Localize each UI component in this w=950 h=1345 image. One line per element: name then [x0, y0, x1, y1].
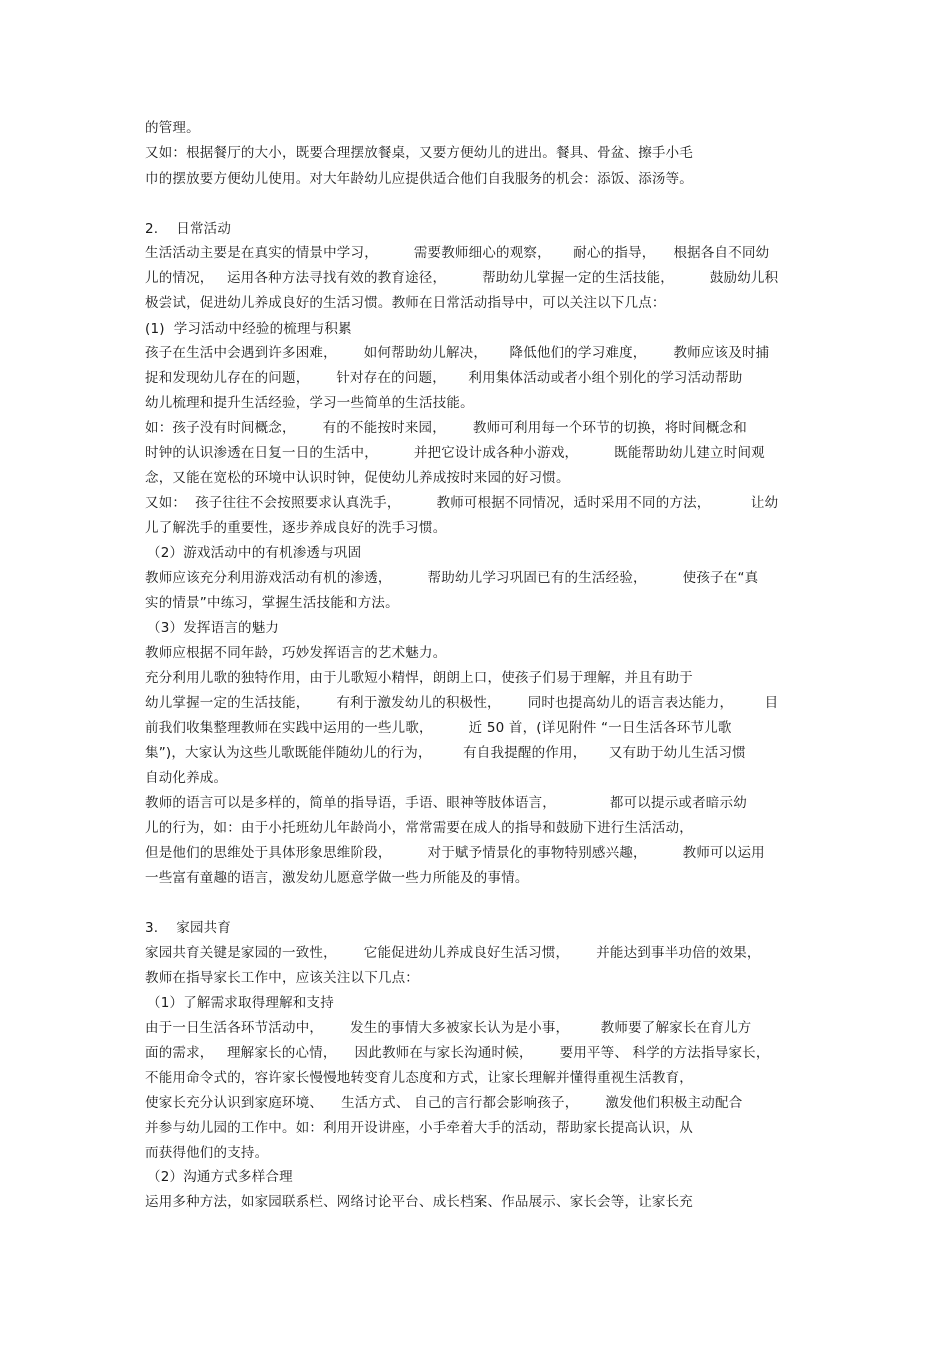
text-line: 时钟的认识渗透在日复一日的生活中， 并把它设计成各种小游戏， 既能帮助幼儿建立时间观 — [145, 445, 765, 461]
text-line: 实的情景”中练习，掌握生活技能和方法。 — [145, 595, 399, 611]
text-line: 生活活动主要是在真实的情景中学习， 需要教师细心的观察， 耐心的指导， 根据各自不同幼 — [145, 245, 770, 261]
section-heading: 3. 家园共育 — [145, 920, 232, 936]
text-line: 并参与幼儿园的工作中。如：利用开设讲座，小手牵着大手的活动，帮助家长提高认识，从 — [145, 1120, 693, 1136]
text-line: 教师的语言可以是多样的，简单的指导语，手语、眼神等肢体语言， 都可以提示或者暗示幼 — [145, 795, 747, 811]
text-line: 捉和发现幼儿存在的问题， 针对存在的问题， 利用集体活动或者小组个别化的学习活动帮助 — [145, 370, 743, 386]
text-line: 又如：根据餐厅的大小，既要合理摆放餐桌，又要方便幼儿的进出。餐具、骨盆、擦手小毛 — [145, 145, 693, 161]
subsection-heading: （3）发挥语言的魅力 — [147, 620, 280, 636]
text-line: 教师应该充分利用游戏活动有机的渗透， 帮助幼儿学习巩固已有的生活经验， 使孩子在“真 — [145, 570, 759, 586]
text-line: 由于一日生活各环节活动中， 发生的事情大多被家长认为是小事， 教师要了解家长在育儿方 — [145, 1020, 752, 1036]
text-line: 自动化养成。 — [145, 770, 228, 786]
subsection-heading: （2）沟通方式多样合理 — [147, 1169, 293, 1185]
text-line: 巾的摆放要方便幼儿使用。对大年龄幼儿应提供适合他们自我服务的机会：添饭、添汤等。 — [145, 171, 693, 187]
text-line: 家园共育关键是家园的一致性， 它能促进幼儿养成良好生活习惯， 并能达到事半功倍的效果， — [145, 945, 761, 961]
text-line: 儿的行为，如：由于小托班幼儿年龄尚小，常常需要在成人的指导和鼓励下进行生活活动， — [145, 820, 693, 836]
text-line: 极尝试，促进幼儿养成良好的生活习惯。教师在日常活动指导中，可以关注以下几点： — [145, 295, 666, 311]
subsection-heading: (1) 学习活动中经验的梳理与积累 — [145, 321, 352, 337]
text-line: 集”)，大家认为这些儿歌既能伴随幼儿的行为， 有自我提醒的作用， 又有助于幼儿生活习惯 — [145, 745, 746, 761]
section-heading: 2. 日常活动 — [145, 221, 232, 237]
text-line: 而获得他们的支持。 — [145, 1145, 269, 1161]
text-line: 使家长充分认识到家庭环境、 生活方式、 自己的言行都会影响孩子， 激发他们积极主动配合 — [145, 1095, 743, 1111]
text-line: 教师在指导家长工作中，应该关注以下几点： — [145, 970, 419, 986]
text-line: 教师应根据不同年龄，巧妙发挥语言的艺术魅力。 — [145, 645, 447, 661]
text-line: 幼儿梳理和提升生活经验，学习一些简单的生活技能。 — [145, 395, 474, 411]
text-line: 念，又能在宽松的环境中认识时钟，促使幼儿养成按时来园的好习惯。 — [145, 470, 570, 486]
text-line: 一些富有童趣的语言，激发幼儿愿意学做一些力所能及的事情。 — [145, 870, 529, 886]
text-line: 幼儿掌握一定的生活技能， 有利于激发幼儿的积极性， 同时也提高幼儿的语言表达能力， 目 — [145, 695, 779, 711]
text-line: 的管理。 — [145, 120, 200, 136]
text-line: 前我们收集整理教师在实践中运用的一些儿歌， 近 50 首，(详见附件 “一日生活各环节儿歌 — [145, 720, 732, 736]
text-line: 不能用命令式的，容许家长慢慢地转变育儿态度和方式，让家长理解并懂得重视生活教育， — [145, 1070, 693, 1086]
text-line: 运用多种方法，如家园联系栏、网络讨论平台、成长档案、作品展示、家长会等，让家长充 — [145, 1194, 693, 1210]
text-line: 又如： 孩子往往不会按照要求认真洗手， 教师可根据不同情况，适时采用不同的方法， 让幼 — [145, 495, 779, 511]
text-line: 面的需求， 理解家长的心情， 因此教师在与家长沟通时候， 要用平等、 科学的方法指导家长， — [145, 1045, 770, 1061]
text-line: 儿了解洗手的重要性，逐步养成良好的洗手习惯。 — [145, 520, 447, 536]
subsection-heading: （2）游戏活动中的有机渗透与巩固 — [147, 545, 362, 561]
text-line: 但是他们的思维处于具体形象思维阶段， 对于赋予情景化的事物特别感兴趣， 教师可以运用 — [145, 845, 765, 861]
text-line: 儿的情况， 运用各种方法寻找有效的教育途径， 帮助幼儿掌握一定的生活技能， 鼓励幼儿积 — [145, 270, 779, 286]
text-line: 孩子在生活中会遇到许多困难， 如何帮助幼儿解决， 降低他们的学习难度， 教师应该及时捕 — [145, 345, 770, 361]
subsection-heading: （1）了解需求取得理解和支持 — [147, 995, 334, 1011]
text-line: 如：孩子没有时间概念， 有的不能按时来园， 教师可利用每一个环节的切换，将时间概念和 — [145, 420, 747, 436]
text-line: 充分利用儿歌的独特作用，由于儿歌短小精悍，朗朗上口，使孩子们易于理解，并且有助于 — [145, 670, 693, 686]
